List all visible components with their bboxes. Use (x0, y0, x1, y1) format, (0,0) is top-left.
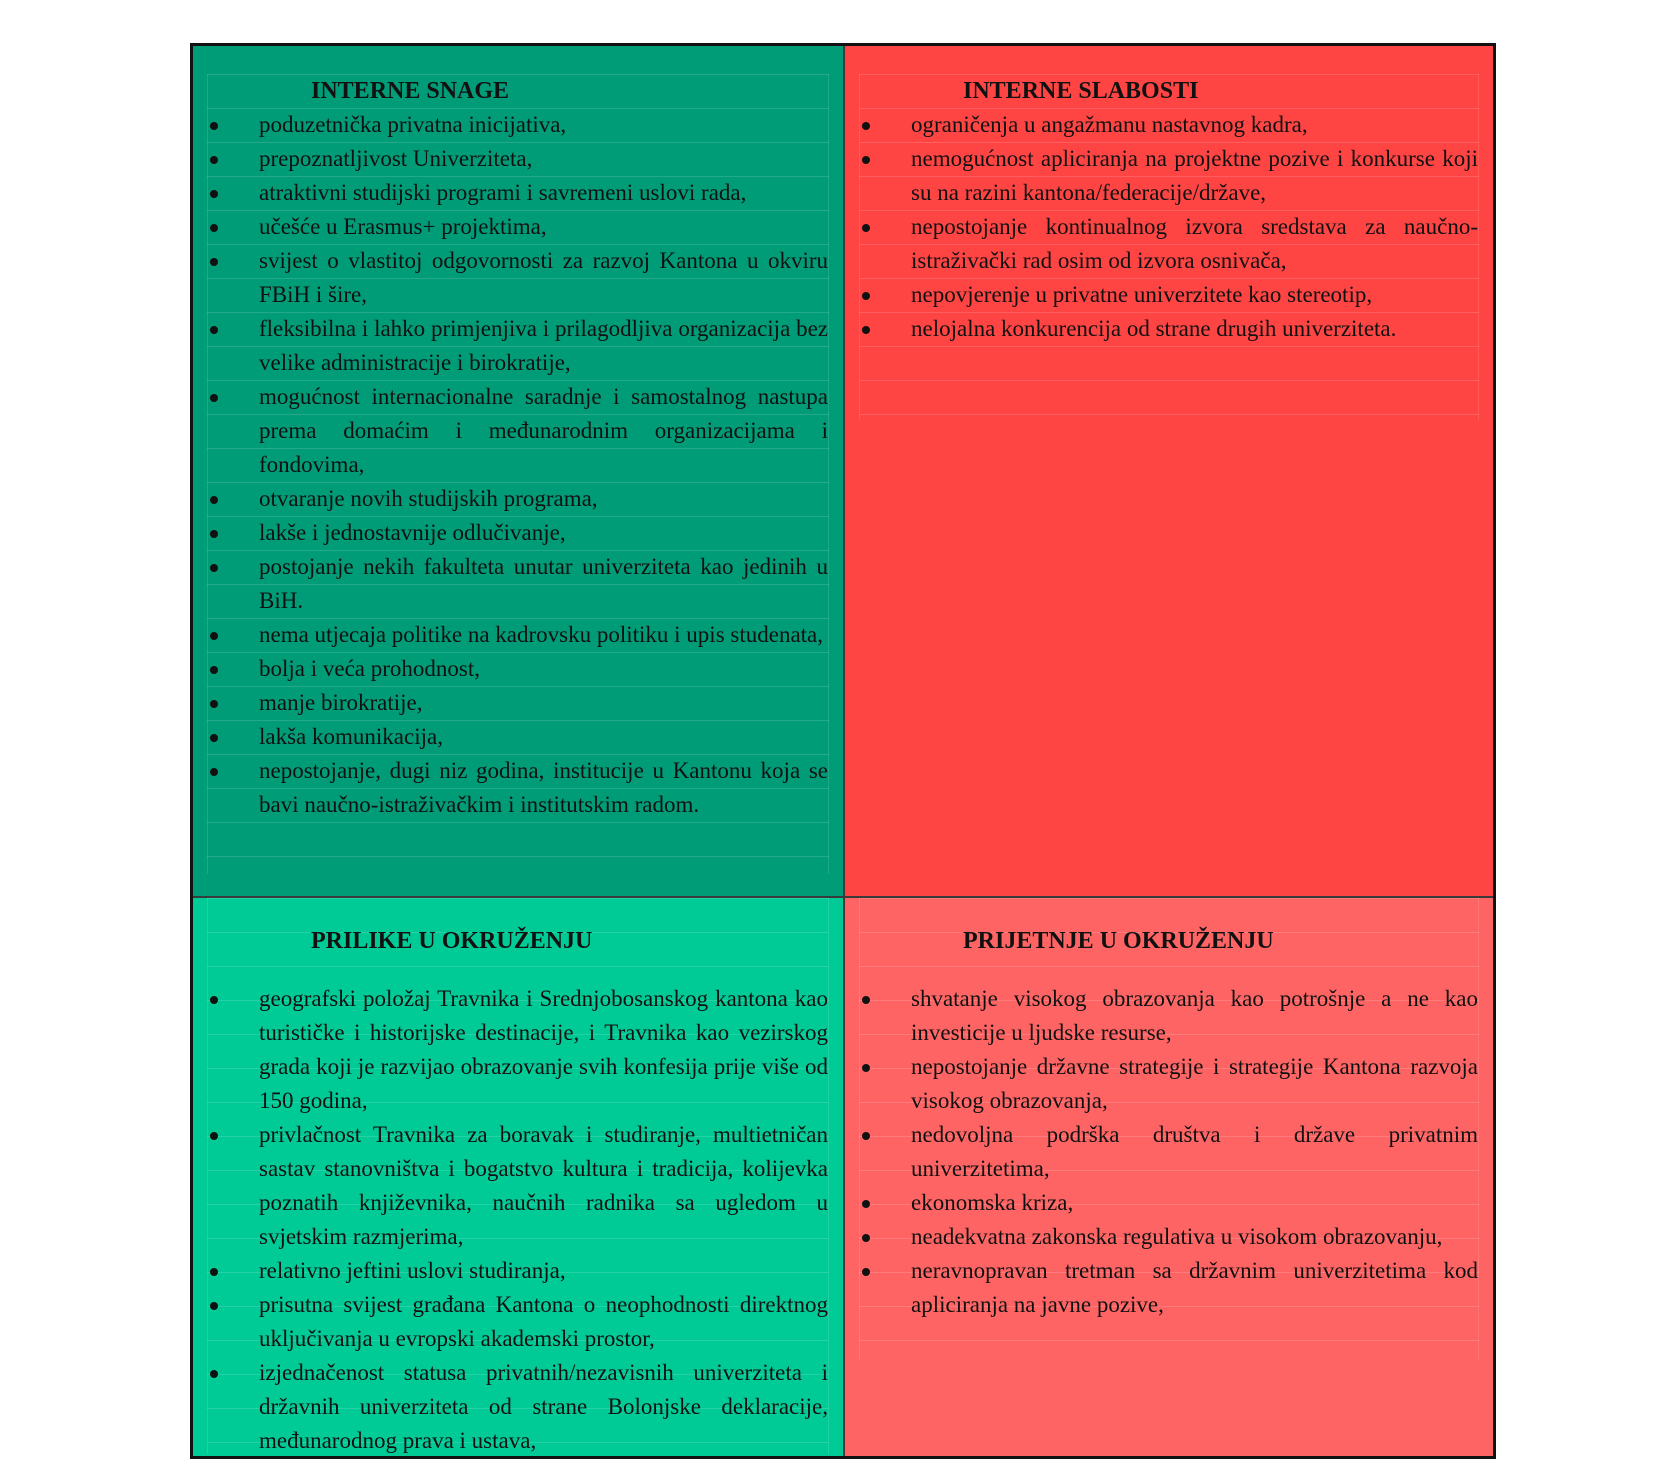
bullet-icon (210, 1268, 218, 1276)
list-item (208, 312, 828, 380)
list-item-text: lakše i jednostavnije odlučivanje, (259, 520, 566, 545)
bullet-icon (862, 1268, 870, 1276)
strengths-list (208, 108, 828, 822)
bullet-icon (210, 156, 218, 164)
list-item-text: atraktivni studijski programi i savremeni uslovi rada, (259, 180, 747, 205)
list-item-text: postojanje nekih fakulteta unutar univerziteta kao jedinih u BiH. (259, 554, 828, 613)
list-item (860, 108, 1478, 142)
bullet-icon (210, 1370, 218, 1378)
list-item (860, 1118, 1478, 1186)
list-item-text: prisutna svijest građana Kantona o neophodnosti direktnog uključivanja u evropski akademski prostor, (259, 1292, 828, 1351)
opportunities-list (208, 982, 828, 1456)
list-item-text: nepovjerenje u privatne univerzitete kao stereotip, (911, 282, 1373, 307)
list-item (208, 1118, 828, 1254)
list-item (208, 652, 828, 686)
bullet-icon (862, 122, 870, 130)
list-item (860, 278, 1478, 312)
bullet-icon (862, 156, 870, 164)
bullet-icon (862, 1064, 870, 1072)
list-item (860, 1186, 1478, 1220)
list-item-text: mogućnost internacionalne saradnje i samostalnog nastupa prema domaćim i međunarodnim organizacijama i fondovima, (259, 384, 828, 477)
bullet-icon (862, 326, 870, 334)
list-item (860, 210, 1478, 278)
list-item (208, 618, 828, 652)
list-item (860, 982, 1478, 1050)
list-item-text: neadekvatna zakonska regulativa u visokom obrazovanju, (911, 1224, 1443, 1249)
bullet-icon (862, 224, 870, 232)
opportunities-title: PRILIKE U OKRUŽENJU (311, 928, 593, 954)
list-item (208, 720, 828, 754)
list-item-text: nepostojanje, dugi niz godina, institucije u Kantonu koja se bavi naučno-istraživačkim i institutskim radom. (259, 758, 828, 817)
bullet-icon (210, 258, 218, 266)
swot-table (190, 43, 1496, 1459)
strengths-quadrant (193, 46, 845, 898)
bullet-icon (862, 996, 870, 1004)
list-item-text: ograničenja u angažmanu nastavnog kadra, (911, 112, 1308, 137)
bullet-icon (210, 190, 218, 198)
list-item (208, 516, 828, 550)
list-item-text: prepoznatljivost Univerziteta, (259, 146, 533, 171)
list-item-text: svijest o vlastitoj odgovornosti za razvoj Kantona u okviru FBiH i šire, (259, 248, 828, 307)
list-item-text: nemogućnost apliciranja na projektne pozive i konkurse koji su na razini kantona/federacije/države, (911, 146, 1478, 205)
list-item (208, 210, 828, 244)
bullet-icon (210, 496, 218, 504)
bullet-icon (862, 1200, 870, 1208)
bullet-icon (862, 1132, 870, 1140)
threats-list (860, 982, 1478, 1322)
list-item (860, 142, 1478, 210)
list-item (208, 176, 828, 210)
list-item (208, 380, 828, 482)
list-item-text: neravnopravan tretman sa državnim univerzitetima kod apliciranja na javne pozive, (911, 1258, 1478, 1317)
strengths-content (207, 74, 829, 874)
list-item-text: nema utjecaja politike na kadrovsku politiku i upis studenata, (259, 622, 824, 647)
weaknesses-list (860, 108, 1478, 346)
list-item (860, 312, 1478, 346)
list-item-text: relativno jeftini uslovi studiranja, (259, 1258, 566, 1283)
bullet-icon (210, 564, 218, 572)
bullet-icon (210, 734, 218, 742)
bullet-icon (210, 122, 218, 130)
list-item (208, 244, 828, 312)
list-item-text: lakša komunikacija, (259, 724, 443, 749)
bullet-icon (210, 996, 218, 1004)
threats-title: PRIJETNJE U OKRUŽENJU (963, 928, 1274, 954)
list-item-text: poduzetnička privatna inicijativa, (259, 112, 567, 137)
bullet-icon (210, 1302, 218, 1310)
list-item-text: geografski položaj Travnika i Srednjobosanskog kantona kao turističke i historijske destinacije, i Travnika kao vezirskog grada koji je razvijao obrazovanje svih konfesija prije više od 150 godina, (259, 986, 828, 1113)
list-item-text: fleksibilna i lahko primjenjiva i prilagodljiva organizacija bez velike administracije i birokratije, (259, 316, 828, 375)
list-item-text: otvaranje novih studijskih programa, (259, 486, 598, 511)
bullet-icon (210, 666, 218, 674)
list-item-text: nepostojanje državne strategije i strategije Kantona razvoja visokog obrazovanja, (911, 1054, 1478, 1113)
list-item (208, 754, 828, 822)
bullet-icon (862, 292, 870, 300)
list-item-text: ekonomska kriza, (911, 1190, 1074, 1215)
list-item (208, 142, 828, 176)
list-item-text: privlačnost Travnika za boravak i studiranje, multietničan sastav stanovništva i bogatstvo kultura i tradicija, kolijevka poznatih književnika, naučnih radnika sa ugledom u svjetskim razmjerima, (259, 1122, 828, 1249)
opportunities-quadrant (193, 898, 845, 1456)
bullet-icon (210, 224, 218, 232)
strengths-title: INTERNE SNAGE (311, 78, 510, 104)
weaknesses-title: INTERNE SLABOSTI (963, 78, 1199, 104)
list-item (208, 1288, 828, 1356)
list-item (208, 686, 828, 720)
bullet-icon (210, 394, 218, 402)
list-item (208, 550, 828, 618)
list-item-text: manje birokratije, (259, 690, 423, 715)
list-item-text: nedovoljna podrška društva i države privatnim univerzitetima, (911, 1122, 1478, 1181)
list-item-text: nepostojanje kontinualnog izvora sredstava za naučno-istraživački rad osim od izvora osnivača, (911, 214, 1478, 273)
list-item (208, 108, 828, 142)
bullet-icon (210, 768, 218, 776)
bullet-icon (210, 1132, 218, 1140)
opportunities-content (207, 898, 829, 1454)
list-item (860, 1220, 1478, 1254)
bullet-icon (862, 1234, 870, 1242)
list-item-text: shvatanje visokog obrazovanja kao potrošnje a ne kao investicije u ljudske resurse, (911, 986, 1478, 1045)
list-item-text: nelojalna konkurencija od strane drugih univerziteta. (911, 316, 1397, 341)
list-item (208, 1254, 828, 1288)
list-item-text: učešće u Erasmus+ projektima, (259, 214, 547, 239)
bullet-icon (210, 632, 218, 640)
list-item (208, 982, 828, 1118)
list-item (208, 1356, 828, 1456)
list-item (208, 482, 828, 516)
weaknesses-content (859, 74, 1479, 420)
threats-quadrant (845, 898, 1493, 1456)
bullet-icon (210, 700, 218, 708)
bullet-icon (210, 530, 218, 538)
bullet-icon (210, 326, 218, 334)
list-item (860, 1050, 1478, 1118)
threats-content (859, 898, 1479, 1360)
weaknesses-quadrant (845, 46, 1493, 898)
list-item-text: izjednačenost statusa privatnih/nezavisnih univerziteta i državnih univerziteta od strane Bolonjske deklaracije, međunarodnog prava i ustava, (259, 1360, 828, 1453)
list-item-text: bolja i veća prohodnost, (259, 656, 481, 681)
list-item (860, 1254, 1478, 1322)
